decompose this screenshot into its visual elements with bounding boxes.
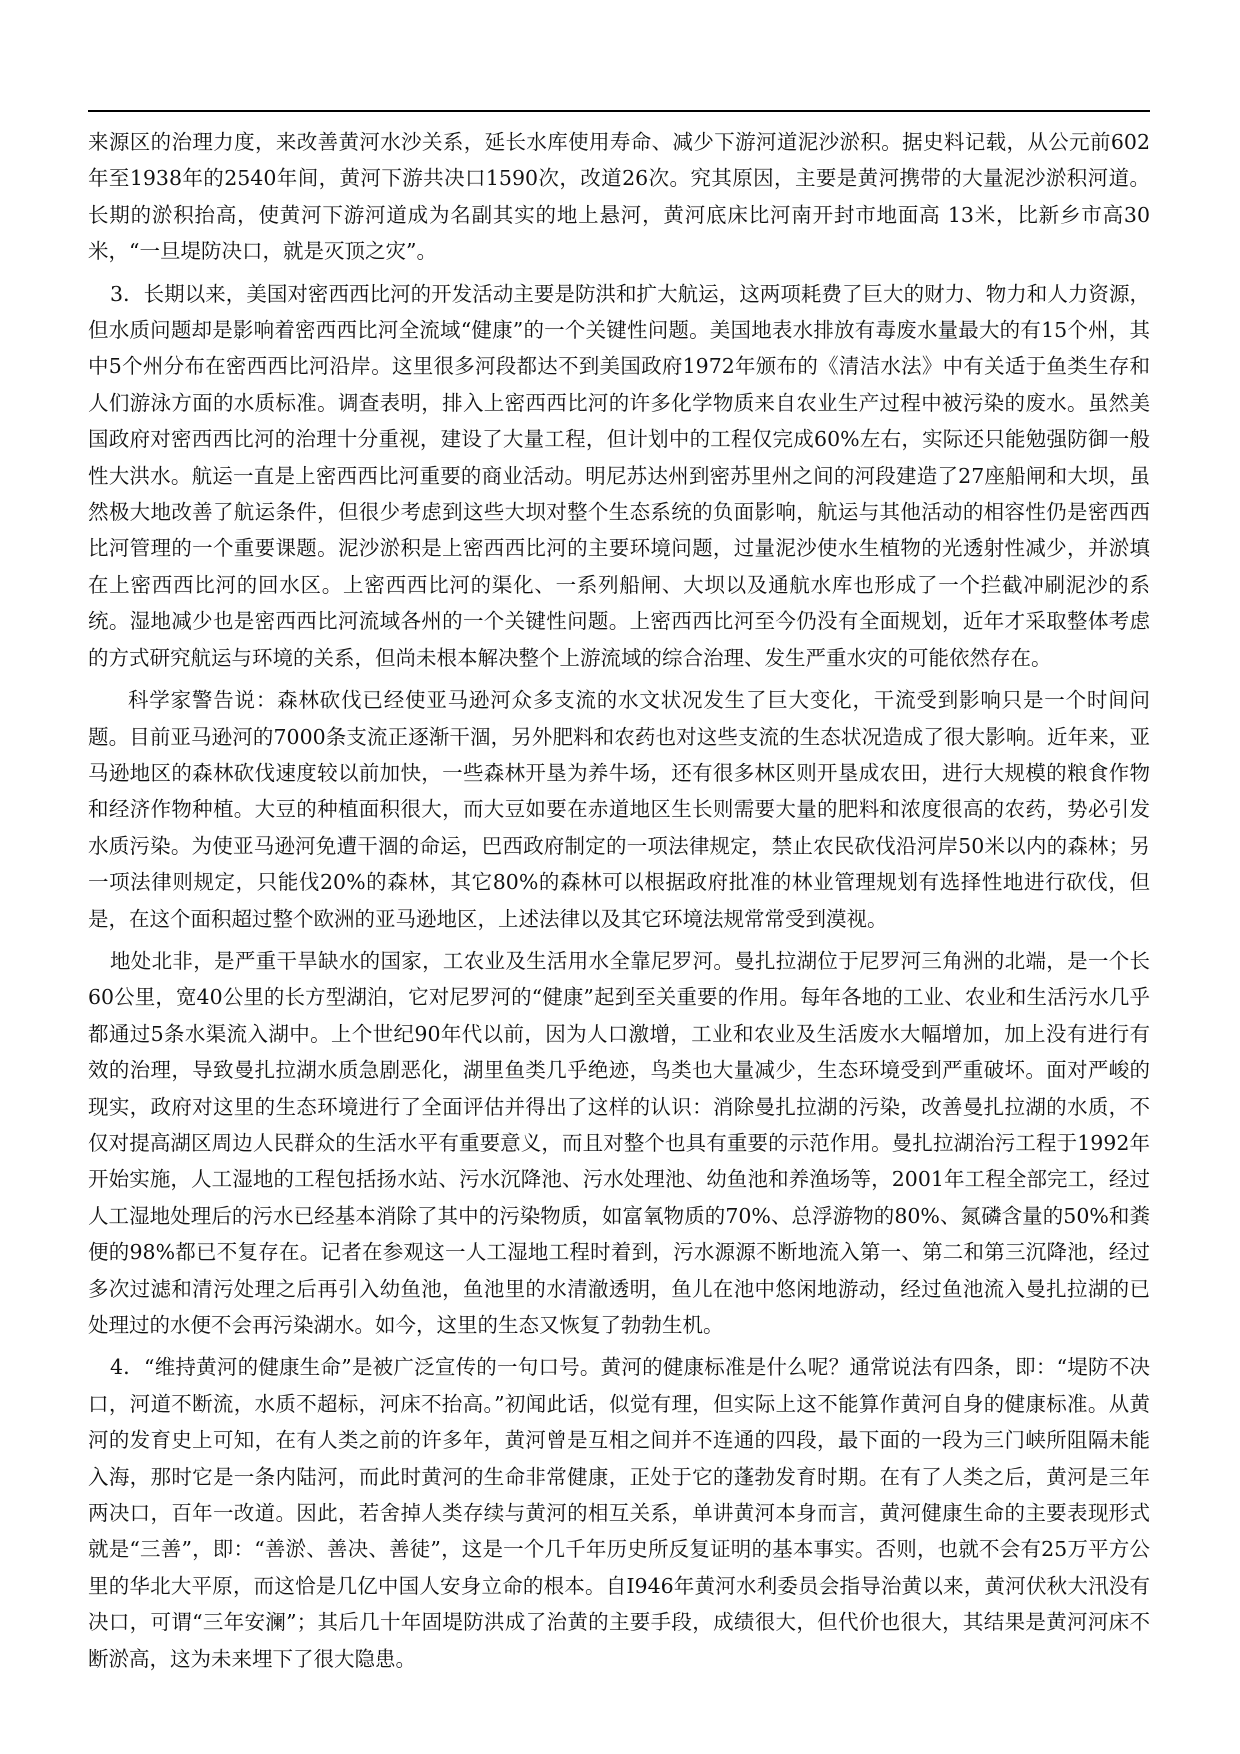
paragraph-yellow-river-sediment: 来源区的治理力度，来改善黄河水沙关系，延长水库使用寿命、减少下游河道泥沙淤积。据史料记载，从公元前602年至1938年的2540年间，黄河下游共决口1590次，改道26次。究其原因，主要是黄河携带的大量泥沙淤积河道。长期的淤积抬高，使黄河下游河道成为名副其实的地上悬河，黄河底床比河南开封市地面高 13米，比新乡市高30米，“一旦堤防决口，就是灭顶之灾”。 xyxy=(88,130,1150,264)
document-body xyxy=(88,124,1150,1683)
paragraph-yellow-river-health: 4．“维持黄河的健康生命”是被广泛宣传的一句口号。黄河的健康标准是什么呢？通常说法有四条，即：“堤防不决口，河道不断流，水质不超标，河床不抬高。”初闻此话，似觉有理，但实际上这不能算作黄河自身的健康标准。从黄河的发育史上可知，在有人类之前的许多年，黄河曾是互相之间并不连通的四段，最下面的一段为三门峡所阻隔未能入海，那时它是一条内陆河，而此时黄河的生命非常健康，正处于它的蓬勃发育时期。在有了人类之后，黄河是三年两决口，百年一改道。因此，若舍掉人类存续与黄河的相互关系，单讲黄河本身而言，黄河健康生命的主要表现形式就是“三善”，即：“善淤、善决、善徒”，这是一个几千年历史所反复证明的基本事实。否则，也就不会有25万平方公里的华北大平原，而这恰是几亿中国人安身立命的根本。自I946年黄河水利委员会指导治黄以来，黄河伏秋大汛没有决口，可谓“三年安澜”；其后几十年固堤防洪成了治黄的主要手段，成绩很大，但代价也很大，其结果是黄河河床不断淤高，这为未来埋下了很大隐患。 xyxy=(88,1355,1150,1671)
paragraph-mississippi: 3．长期以来，美国对密西西比河的开发活动主要是防洪和扩大航运，这两项耗费了巨大的财力、物力和人力资源，但水质问题却是影响着密西西比河全流域“健康”的一个关键性问题。美国地表水排放有毒废水量最大的有15个州，其中5个州分布在密西西比河沿岸。这里很多河段都达不到美国政府1972年颁布的《清洁水法》中有关适于鱼类生存和人们游泳方面的水质标准。调查表明，排入上密西西比河的许多化学物质来自农业生产过程中被污染的废水。虽然美国政府对密西西比河的治理十分重视，建设了大量工程，但计划中的工程仅完成60%左右，实际还只能勉强防御一般性大洪水。航运一直是上密西西比河重要的商业活动。明尼苏达州到密苏里州之间的河段建造了27座船闸和大坝，虽然极大地改善了航运条件，但很少考虑到这些大坝对整个生态系统的负面影响，航运与其他活动的相容性仍是密西西比河管理的一个重要课题。泥沙淤积是上密西西比河的主要环境问题，过量泥沙使水生植物的光透射性减少，并淤填在上密西西比河的回水区。上密西西比河的渠化、一系列船闸、大坝以及通航水库也形成了一个拦截冲刷泥沙的系统。湿地减少也是密西西比河流域各州的一个关键性问题。上密西西比河至今仍没有全面规划，近年才采取整体考虑的方式研究航运与环境的关系，但尚未根本解决整个上游流域的综合治理、发生严重水灾的可能依然存在。 xyxy=(88,281,1150,670)
paragraph-nile-manzala: 地处北非，是严重干旱缺水的国家，工农业及生活用水全靠尼罗河。曼扎拉湖位于尼罗河三角洲的北端，是一个长60公里，宽40公里的长方型湖泊，它对尼罗河的“健康”起到至关重要的作用。每年各地的工业、农业和生活污水几乎都通过5条水渠流入湖中。上个世纪90年代以前，因为人口激增，工业和农业及生活废水大幅增加，加上没有进行有效的治理，导致曼扎拉湖水质急剧恶化，湖里鱼类几乎绝迹，鸟类也大量减少，生态环境受到严重破坏。面对严峻的现实，政府对这里的生态环境进行了全面评估并得出了这样的认识：消除曼扎拉湖的污染，改善曼扎拉湖的水质，不仅对提高湖区周边人民群众的生活水平有重要意义，而且对整个也具有重要的示范作用。曼扎拉湖治污工程于1992年开始实施，人工湿地的工程包括扬水站、污水沉降池、污水处理池、幼鱼池和养渔场等，2001年工程全部完工，经过人工湿地处理后的污水已经基本消除了其中的污染物质，如富氧物质的70%、总浮游物的80%、氮磷含量的50%和粪便的98%都已不复存在。记者在参观这一人工湿地工程时着到，污水源源不断地流入第一、第二和第三沉降池，经过多次过滤和清污处理之后再引入幼鱼池，鱼池里的水清澈透明，鱼儿在池中悠闲地游动，经过鱼池流入曼扎拉湖的已处理过的水便不会再污染湖水。如今，这里的生态又恢复了勃勃生机。 xyxy=(88,948,1150,1337)
paragraph-amazon: 科学家警告说：森林砍伐已经使亚马逊河众多支流的水文状况发生了巨大变化，干流受到影响只是一个时间问题。目前亚马逊河的7000条支流正逐渐干涸，另外肥料和农药也对这些支流的生态状况造成了很大影响。近年来，亚马逊地区的森林砍伐速度较以前加快，一些森林开垦为养牛场，还有很多林区则开垦成农田，进行大规模的粮食作物和经济作物种植。大豆的种植面积很大，而大豆如要在赤道地区生长则需要大量的肥料和浓度很高的农药，势必引发水质污染。为使亚马逊河免遭干涸的命运，巴西政府制定的一项法律规定，禁止农民砍伐沿河岸50米以内的森林；另一项法律则规定，只能伐20%的森林，其它80%的森林可以根据政府批准的林业管理规划有选择性地进行砍伐，但是，在这个面积超过整个欧洲的亚马逊地区，上述法律以及其它环境法规常常受到漠视。 xyxy=(88,688,1150,931)
header-rule xyxy=(88,110,1150,112)
